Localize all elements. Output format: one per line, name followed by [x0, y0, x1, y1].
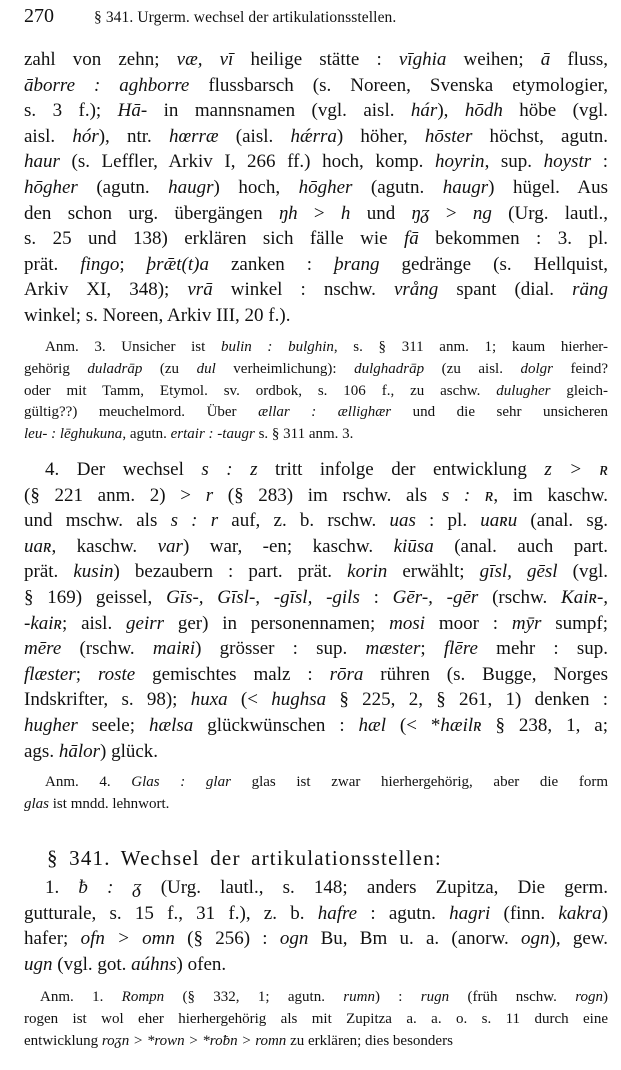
paragraph-4 [24, 457, 608, 764]
text-run: (aisl. [218, 125, 291, 147]
text-run: ), ntr. [98, 125, 169, 147]
italic-term: Rompn [121, 989, 165, 1005]
italic-term: h [340, 202, 351, 224]
text-line [24, 303, 608, 329]
text-run: ; aisl. [61, 612, 127, 634]
italic-term: korin [347, 561, 388, 583]
text-run: (anal. auch part. [433, 535, 608, 557]
text-run: s. § 311 anm. 3. [254, 426, 354, 443]
text-run: ; [119, 253, 147, 275]
italic-term: hór [72, 125, 99, 147]
text-run: (s. Leffler, Arkiv I, 266 ff.) hoch, komp. [59, 151, 435, 173]
italic-term: vīghia [398, 49, 447, 70]
text-run: gleich- [550, 382, 608, 399]
text-run: (§ 221 anm. 2) > [24, 484, 206, 506]
text-line [24, 794, 608, 816]
text-run: (vgl. got. [52, 953, 132, 975]
italic-term: roᵹn > *rown > *roƀn > romn [101, 1032, 287, 1049]
italic-term: s : z [201, 459, 258, 480]
text-line [24, 585, 608, 611]
text-run: ger) in personennamen; [164, 612, 390, 634]
text-run: (agutn. [352, 176, 443, 198]
text-run: (rschw. [61, 638, 153, 660]
text-line [24, 1009, 608, 1031]
italic-term: s : r [170, 510, 219, 532]
text-run: zahl von zehn; [24, 49, 177, 70]
text-line [24, 226, 608, 252]
text-run: > [297, 202, 341, 224]
text-run: sumpf; [541, 612, 608, 634]
text-line [24, 277, 608, 303]
text-line [24, 337, 608, 359]
italic-term: uaʀ [24, 535, 52, 557]
running-head: § 341. Urgerm. wechsel der artikulationsstellen. [94, 9, 397, 26]
text-run: den schon urg. übergängen [24, 202, 279, 224]
italic-term: hoystr [543, 151, 592, 173]
italic-term: rogn [575, 989, 603, 1005]
italic-term: haugr [168, 176, 214, 198]
text-run: (vgl. [557, 561, 608, 583]
text-run: moor : [425, 612, 512, 634]
text-run: Anm. 1. [40, 989, 122, 1005]
text-run: höbe (vgl. [502, 100, 608, 122]
italic-term: hæl [358, 714, 386, 736]
italic-term: vrång [393, 279, 439, 301]
text-line [24, 359, 608, 381]
note-anm-1 [24, 987, 608, 1052]
italic-term: hǽrra [290, 125, 337, 147]
text-line [24, 457, 608, 483]
text-run: winkel; s. Noreen, Arkiv III, 20 f.). [24, 304, 291, 326]
italic-term: hōdh [464, 100, 503, 122]
italic-term: hoyrin [434, 151, 485, 173]
text-line [24, 201, 608, 227]
text-run: höchst, agutn. [472, 125, 608, 147]
text-run: ), gew. [549, 928, 608, 950]
text-line [24, 662, 608, 688]
text-run: Arkiv XI, 348); [24, 279, 188, 301]
paragraph-continuation [24, 47, 608, 329]
italic-term: fingo [80, 253, 120, 275]
italic-term: bulin : bulghin [220, 339, 334, 355]
text-run: 4. Der wechsel [45, 459, 202, 480]
text-run: rühren (s. Bugge, Norges [363, 663, 608, 685]
text-run: (§ 332, 1; agutn. [164, 989, 344, 1005]
text-run: gedränge (s. Hellquist, [379, 253, 608, 275]
italic-term: r [205, 484, 214, 506]
italic-term: mæster [365, 638, 421, 660]
text-run: und die sehr unsicheren [391, 404, 608, 421]
text-run: (§ 256) : [174, 928, 280, 950]
italic-term: flæster [24, 663, 76, 685]
text-line [24, 402, 608, 424]
italic-term: dul [196, 360, 216, 377]
italic-term: Glas : glar [131, 774, 231, 790]
text-run: ) war, -en; kaschw. [182, 535, 394, 557]
text-run: : [591, 151, 608, 173]
text-run: (zu [142, 360, 197, 377]
text-run: (< * [386, 714, 441, 736]
italic-term: Kaiʀ-, [561, 586, 608, 608]
text-run: entwicklung [24, 1032, 102, 1049]
section-heading: § 341. Wechsel der artikulationsstellen: [47, 846, 442, 870]
text-run: aisl. [24, 125, 73, 147]
paragraph-1 [24, 875, 608, 977]
italic-term: uaʀu [480, 510, 518, 532]
text-run: (§ 283) im rschw. als [213, 484, 442, 506]
text-run: Anm. 4. [45, 774, 132, 790]
text-run: (Urg. lautl., [491, 202, 608, 224]
italic-term: mȳr [511, 612, 542, 634]
italic-term: aúhns [131, 953, 177, 975]
italic-term: ogn [279, 928, 309, 950]
text-run: ) [601, 902, 608, 924]
text-line [24, 508, 608, 534]
italic-term: leu- : lēghukuna [24, 426, 123, 443]
italic-term: glas [24, 795, 50, 812]
text-run: und [350, 202, 412, 224]
text-run: : agutn. [357, 902, 450, 924]
text-run: § 225, 2, § 261, 1) denken : [326, 689, 608, 711]
italic-term: mosi [389, 612, 426, 634]
text-run: (Urg. lautl., s. 148; anders Zupitza, Die germ. [141, 877, 608, 898]
text-line [24, 1031, 608, 1053]
text-run: (anal. sg. [517, 510, 608, 532]
italic-term: maiʀi [152, 638, 196, 660]
text-line [24, 534, 608, 560]
italic-term: duladrāp [87, 360, 143, 377]
italic-term: hōgher [24, 176, 78, 198]
text-run: gutturale, s. 15 f., 31 f.), z. b. [24, 902, 318, 924]
text-line [24, 713, 608, 739]
text-run: Anm. 3. Unsicher ist [45, 339, 221, 355]
text-line [24, 47, 608, 73]
text-run: gültig??) meuchelmord. Über [24, 404, 259, 421]
text-run: zanken : [208, 253, 335, 275]
text-run: mehr : sup. [477, 638, 608, 660]
text-line [24, 875, 608, 901]
italic-term: ng [472, 202, 492, 224]
text-run: in mannsnamen (vgl. aisl. [147, 100, 411, 122]
italic-term: flēre [443, 638, 478, 660]
italic-term: rōra [329, 663, 364, 685]
text-run: , sup. [484, 151, 544, 173]
text-run: erwählt; [387, 561, 480, 583]
text-run: Bu, Bm u. a. (anorw. [308, 928, 521, 950]
text-run: : pl. [415, 510, 481, 532]
italic-term: hagri [449, 902, 491, 924]
text-run: , kaschw. [51, 535, 158, 557]
text-line [24, 73, 608, 99]
text-run: tritt infolge der entwicklung [257, 459, 545, 480]
text-run: , s. § 311 anm. 1; kaum hierher- [333, 339, 608, 355]
text-line [24, 98, 608, 124]
text-line [24, 124, 608, 150]
text-run: (< [227, 689, 272, 711]
note-anm-4 [24, 772, 608, 816]
text-run: s. 25 und 138) erklären sich fälle wie [24, 228, 404, 250]
text-line [24, 687, 608, 713]
italic-term: þrang [334, 253, 380, 275]
italic-term: Gīs-, Gīsl-, -gīsl, -gils [166, 586, 360, 608]
text-line [24, 772, 608, 794]
text-run: ) glück. [100, 740, 159, 762]
text-run: ; [75, 663, 98, 685]
italic-term: huxa [190, 689, 228, 711]
italic-term: z > ʀ [544, 459, 608, 480]
text-run: : [359, 586, 393, 608]
text-run: (rschw. [478, 586, 562, 608]
text-run: feind? [553, 360, 608, 377]
italic-term: fā [403, 228, 419, 250]
text-run: prät. [24, 561, 74, 583]
italic-term: rugn [420, 989, 450, 1005]
italic-term: hælsa [148, 714, 194, 736]
italic-term: kiūsa [393, 535, 434, 557]
text-run: ) höher, [336, 125, 425, 147]
italic-term: uas [389, 510, 416, 532]
text-run: , agutn. [122, 426, 171, 443]
italic-term: ertair : -taugr [170, 426, 255, 443]
italic-term: roste [97, 663, 136, 685]
text-run: ) : [374, 989, 421, 1005]
italic-term: rumn [343, 989, 375, 1005]
italic-term: haur [24, 151, 60, 173]
text-line [24, 636, 608, 662]
text-run: , im kaschw. [493, 484, 608, 506]
italic-term: var [157, 535, 183, 557]
text-run: ags. [24, 740, 59, 762]
text-run: seele; [77, 714, 149, 736]
text-line [24, 952, 608, 978]
text-run: und mschw. als [24, 510, 171, 532]
text-run: gemischtes malz : [135, 663, 330, 685]
text-run: Indskrifter, s. 98); [24, 689, 191, 711]
italic-term: hālor [58, 740, 101, 762]
page-number: 270 [24, 5, 54, 27]
italic-term: vrā [187, 279, 213, 301]
italic-term: dulghadrāp [354, 360, 425, 377]
text-run: ) hoch, [213, 176, 299, 198]
text-run: s. 3 f.); [24, 100, 118, 122]
text-run: weihen; [446, 49, 541, 70]
text-run: ) ofen. [176, 953, 227, 975]
text-run: > [429, 202, 473, 224]
text-line [24, 901, 608, 927]
text-run: ) [603, 989, 608, 1005]
text-line [24, 483, 608, 509]
italic-term: kusin [73, 561, 114, 583]
text-run: prät. [24, 253, 81, 275]
italic-term: mēre [24, 638, 62, 660]
italic-term: haugr [442, 176, 489, 198]
italic-term: ællar : ællighær [258, 404, 392, 421]
text-run: fluss, [550, 49, 608, 70]
italic-term: væ, vī [176, 49, 234, 70]
italic-term: geirr [126, 612, 165, 634]
italic-term: hæilʀ [440, 714, 482, 736]
text-run: ; [420, 638, 444, 660]
text-run: zu erklären; dies besonders [286, 1032, 453, 1049]
text-run: glas ist zwar hierhergehörig, aber die form [230, 774, 608, 790]
italic-term: kakra [558, 902, 602, 924]
italic-term: gīsl, gēsl [479, 561, 558, 583]
text-run: heilige stätte : [233, 49, 399, 70]
italic-term: ogn [521, 928, 550, 950]
text-run: § 238, 1, a; [481, 714, 608, 736]
text-run: ), [437, 100, 465, 122]
text-line [24, 381, 608, 403]
text-line [24, 424, 608, 446]
italic-term: hughsa [271, 689, 327, 711]
text-run: hafer; [24, 928, 81, 950]
italic-term: þrǣt(t)a [146, 253, 209, 275]
text-run: (finn. [490, 902, 559, 924]
text-run: ) hügel. Aus [488, 176, 608, 198]
italic-term: räng [572, 279, 608, 301]
text-run: ) bezaubern : part. prät. [113, 561, 348, 583]
italic-term: hōgher [298, 176, 353, 198]
text-run: winkel : nschw. [212, 279, 394, 301]
text-run: (früh nschw. [449, 989, 576, 1005]
italic-term: Hā- [117, 100, 148, 122]
text-run: 1. [45, 877, 79, 898]
text-run: ) grösser : sup. [195, 638, 366, 660]
text-run: bekommen : 3. pl. [418, 228, 608, 250]
text-line [24, 149, 608, 175]
text-run: spant (dial. [438, 279, 573, 301]
italic-term: hafre [317, 902, 358, 924]
text-run: verheimlichung): [215, 360, 355, 377]
text-line [24, 611, 608, 637]
italic-term: hár [410, 100, 438, 122]
italic-term: hœrræ [168, 125, 219, 147]
text-line [24, 926, 608, 952]
text-run: auf, z. b. rschw. [218, 510, 390, 532]
text-run: glückwünschen : [193, 714, 359, 736]
text-run: rogen ist wol eher hierhergehörig als mit Zupitza a. a. o. s. 11 durch eine [24, 1010, 608, 1027]
italic-term: ƀ : ᵹ [78, 877, 142, 898]
text-run: flussbarsch (s. Noreen, Svenska etymologier, [189, 74, 608, 96]
text-line [24, 252, 608, 278]
italic-term: ŋh [278, 202, 298, 224]
text-run: ist mndd. lehnwort. [49, 795, 170, 812]
text-line [24, 559, 608, 585]
text-run: (agutn. [77, 176, 169, 198]
italic-term: s : ʀ [441, 484, 494, 506]
italic-term: hugher [24, 714, 78, 736]
italic-term: āborre : aghborre [24, 74, 190, 96]
text-run: gehörig [24, 360, 88, 377]
italic-term: dolgr [520, 360, 553, 377]
italic-term: ā [540, 49, 551, 70]
italic-term: Gēr-, -gēr [392, 586, 479, 608]
italic-term: -kaiʀ [24, 612, 62, 634]
text-line [24, 987, 608, 1009]
text-run: oder mit Tamm, Etymol. sv. ordbok, s. 106 f., zu aschw. [24, 382, 497, 399]
text-line [24, 175, 608, 201]
text-run: (zu aisl. [424, 360, 521, 377]
italic-term: ofn > omn [80, 928, 175, 950]
italic-term: dulugher [496, 382, 551, 399]
italic-term: ugn [24, 953, 53, 975]
note-anm-3 [24, 337, 608, 446]
text-line [24, 739, 608, 765]
text-run: § 169) geissel, [24, 586, 167, 608]
italic-term: hōster [424, 125, 473, 147]
italic-term: ŋᵹ [411, 202, 430, 224]
